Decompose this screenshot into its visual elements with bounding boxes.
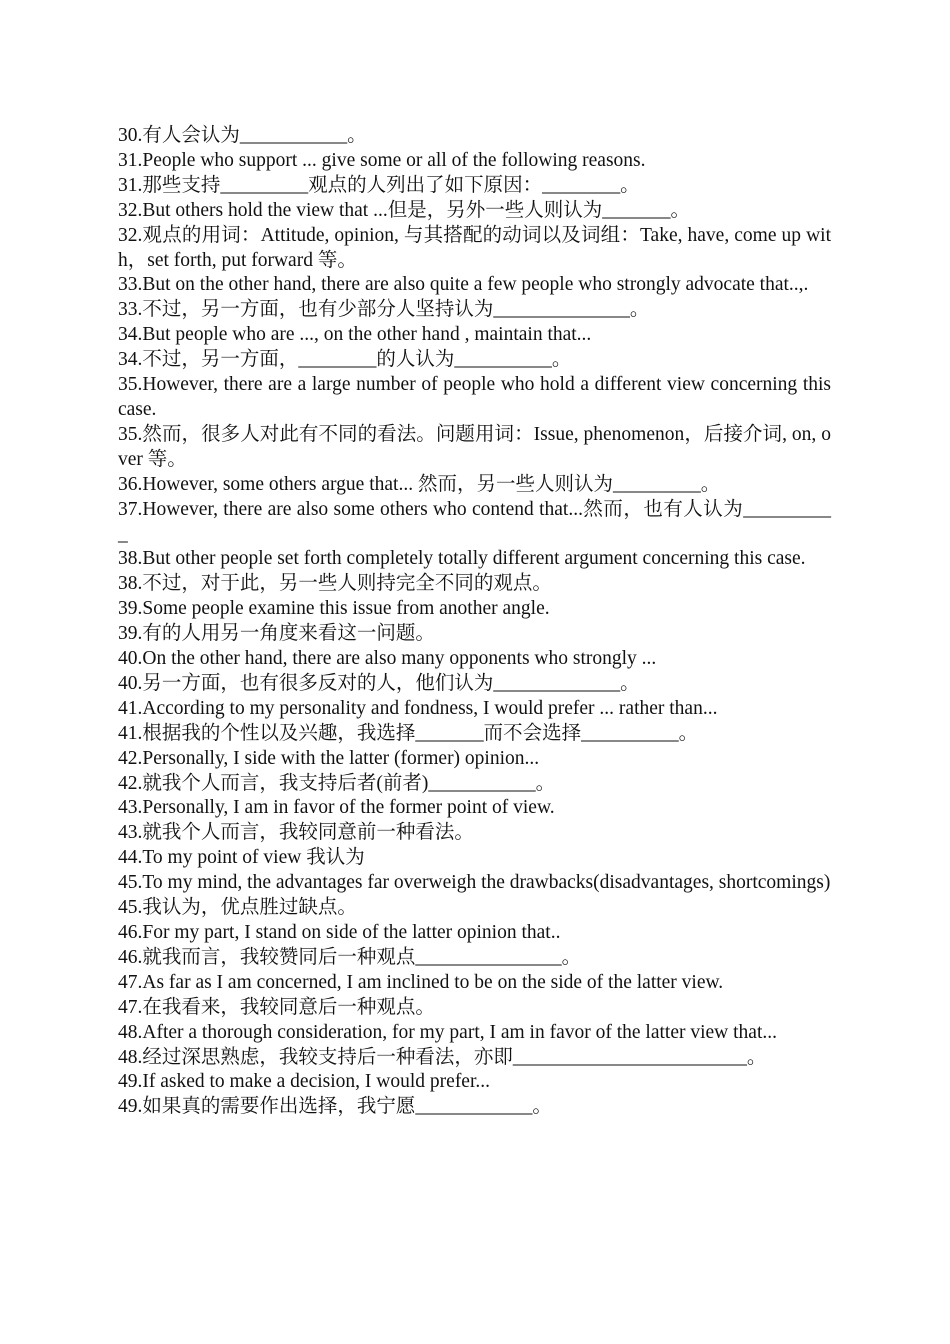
text-line: 31.那些支持_________观点的人列出了如下原因：________。 [118, 174, 640, 196]
text-line: 35.然而，很多人对此有不同的看法。问题用词：Issue, phenomenon，后接介词, on, over 等。 [118, 423, 831, 470]
text-line: 30.有人会认为___________。 [118, 125, 367, 146]
text-line: 47.As far as I am concerned, I am inclined to be on the side of the latter view. [118, 971, 724, 993]
text-line: 37.However, there are also some others who contend that...然而，也有人认为__________ [118, 498, 831, 545]
text-line: 42.就我个人而言，我支持后者(前者)___________。 [118, 772, 556, 794]
text-line: 36.However, some others argue that... 然而，另一些人则认为_________。 [118, 473, 721, 495]
text-line: 34.不过，另一方面，________的人认为__________。 [118, 349, 572, 371]
text-line: 40.另一方面，也有很多反对的人，他们认为_____________。 [118, 672, 640, 694]
text-line: 35.However, there are a large number of people who hold a different view concerning this case. [118, 374, 831, 420]
text-line: 39.有的人用另一角度来看这一问题。 [118, 623, 435, 645]
text-line: 46.就我而言，我较赞同后一种观点_______________。 [118, 946, 582, 968]
text-line: 41.根据我的个性以及兴趣，我选择_______而不会选择__________。 [118, 722, 699, 744]
text-line: 32.But others hold the view that ...但是，另外一些人则认为_______。 [118, 199, 690, 221]
text-line: 31.People who support ... give some or all of the following reasons. [118, 149, 646, 171]
text-line: 38.不过，对于此，另一些人则持完全不同的观点。 [118, 573, 552, 595]
text-line: 48.经过深思熟虑，我较支持后一种看法，亦即________________________。 [118, 1046, 767, 1068]
text-line: 33.不过，另一方面，也有少部分人坚持认为______________。 [118, 299, 650, 321]
text-line: 39.Some people examine this issue from another angle. [118, 598, 550, 620]
text-line: 46.For my part, I stand on side of the latter opinion that.. [118, 922, 561, 943]
text-line: 43.Personally, I am in favor of the former point of view. [118, 797, 555, 819]
text-line: 45.我认为，优点胜过缺点。 [118, 897, 357, 919]
text-line: 41.According to my personality and fondness, I would prefer ... rather than... [118, 697, 718, 719]
text-line: 44.To my point of view 我认为 [118, 847, 365, 869]
text-line: 38.But other people set forth completely totally different argument concerning this case. [118, 548, 806, 570]
text-line: 43.就我个人而言，我较同意前一种看法。 [118, 822, 474, 844]
text-line: 40.On the other hand, there are also many opponents who strongly ... [118, 648, 657, 670]
text-line: 33.But on the other hand, there are also quite a few people who strongly advocate that..,. [118, 274, 809, 296]
text-line: 49.如果真的需要作出选择，我宁愿____________。 [118, 1096, 552, 1118]
text-line: 48.After a thorough consideration, for my part, I am in favor of the latter view that... [118, 1021, 778, 1043]
text-line: 47.在我看来，我较同意后一种观点。 [118, 996, 435, 1018]
text-line: 32.观点的用词：Attitude, opinion, 与其搭配的动词以及词组：Take, have, come up with，set forth, put forward 等。 [118, 224, 831, 271]
document-body [118, 124, 831, 1120]
text-line: 42.Personally, I side with the latter (former) opinion... [118, 747, 540, 769]
text-line: 34.But people who are ..., on the other hand , maintain that... [118, 324, 592, 346]
text-line: 45.To my mind, the advantages far overweigh the drawbacks(disadvantages, shortcomings) [118, 872, 831, 894]
text-line: 49.If asked to make a decision, I would prefer... [118, 1071, 491, 1093]
